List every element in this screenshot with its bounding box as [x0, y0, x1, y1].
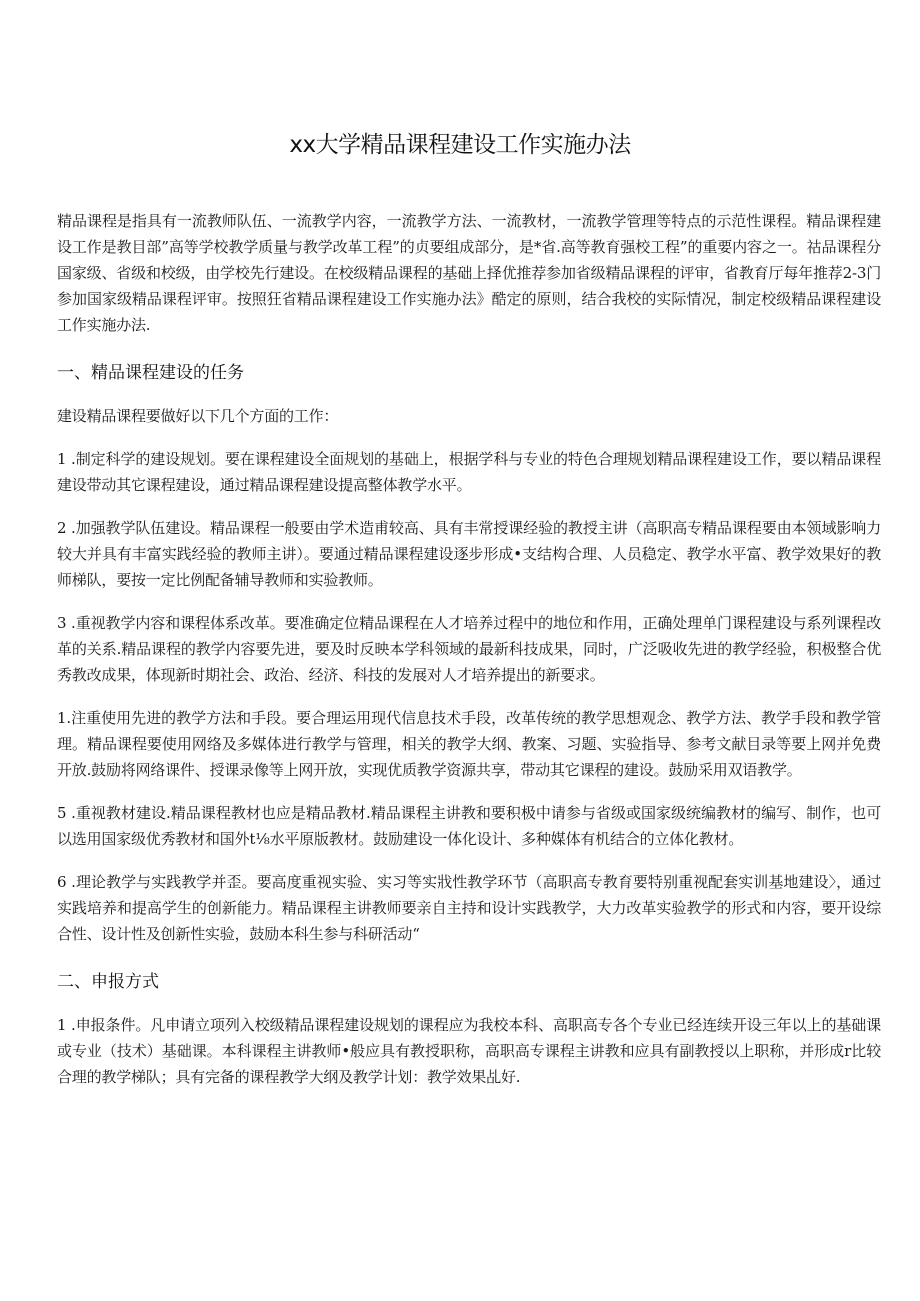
- section-1-item-2: 2 .加强教学队伍建设。精品课程一般要由学术造甫较高、具有丰常授课经验的教授主讲（高职高专精品课程要由本领域影响力较大并具有丰富实践经验的教师主讲）。要通过精品课程建设逐步形成•支结构合理、人员稳定、教学水平富、教学效果好的教师梯队，要按一定比例配备辅导教师和实验教师。: [57, 519, 881, 589]
- spacer: [57, 429, 881, 446]
- section-2-heading: 二、申报方式: [57, 972, 159, 992]
- section-1-item-4: 1.注重使用先进的教学方法和手段。要合理运用现代信息技术手段，改革传统的教学思想观念、教学方法、教学手段和教学管理。精品课程要使用网络及多媒体进行教学与管理，相关的教学大纲、教案、习题、实验指导、参考文献目录等要上网并免费开放.鼓励将网络课件、授课录像等上网开放，实现优质教学资源共享，带动其它课程的建设。鼓励采用双语教学。: [57, 709, 881, 779]
- spacer: [57, 338, 881, 360]
- spacer: [57, 783, 881, 800]
- section-2-item-1: 1 .申报条件。凡申请立项列入校级精品课程建设规划的课程应为我校本科、高职高专各个专业已经连续开设三年以上的基础课或专业（技术）基础课。本科课程主讲教师•般应具有教授职称，高职高专课程主讲教和应具有副教授以上职称，并形成r比较合理的教学梯队；具有完备的课程教学大纲及教学计划：教学效果乩好.: [57, 1016, 881, 1086]
- spacer: [57, 498, 881, 515]
- section-1-item-5: 5 .重视教材建设.精品课程教材也应是精品教材.精品课程主讲教和要积极中请参与省级或国家级统编教材的编写、制作，也可以选用国家级优秀教材和国外t⅛水平原版教材。鼓励建设一体化设计、多种媒体有机结合的立体化教材。: [57, 804, 881, 848]
- document-title: xx大学精品课程建设工作实施办法: [289, 132, 631, 158]
- section-1-item-6: 6 .理论教学与实践教学并歪。要高度重视实验、实习等实戕性教学环节（高职高专教育要特别重视配套实训基地建设〉，通过实践培养和提高学生的创新能力。精品课程主讲教师要亲自主持和设计实践教学，大力改革实验教学的形式和内容，要开设综合性、设计性及创新性实验，鼓励本科生参与科研活动“: [57, 873, 881, 943]
- section-1-item-3: 3 .重视教学内容和课程体系改革。要准确定位精品课程在人才培养过程中的地位和作用，正确处理单门课程建设与系列课程改革的关系.精品课程的教学内容要先进，要及时反映本学科领域的最新科技成果，同时，广泛吸收先进的教学经验，积极整合优秀教改成果，体现新时期社会、政治、经济、科技的发展对人才培养提出的新要求。: [57, 614, 881, 684]
- intro-paragraph: [57, 208, 881, 338]
- intro-text: 精品课程是指具有一流教师队伍、一流教学内容，一流教学方法、一流教材，一流教学管理等特点的示范性课程。精品课程建设工作是教目部”高等学校教学质量与教学改革工程”的贞要组成部分，是*省.高等教育强校工程”的重要内容之一。祜品课程分国家级、省级和校级，由学校先行建设。在校级精品课程的基础上择优推荐参加省级精品课程的评审，省教育厅每年推荐2-3门参加国家级精品课程评审。按照狂省精品课程建设工作实施办法》酷定的原则，结合我校的实际情况，制定校级精品课程建设工作实施办法.: [57, 212, 881, 334]
- spacer: [57, 995, 881, 1012]
- spacer: [57, 852, 881, 869]
- spacer: [57, 947, 881, 969]
- section-1-item-1: 1 .制定科学的建设规划。要在课程建设全面规划的基础上，根据学科与专业的特色合理规划精品课程建设工作，要以精品课程建设带动其它课程建设，通过精品课程建设提高整体教学水平。: [57, 450, 881, 494]
- spacer: [57, 386, 881, 403]
- section-1-heading: 一、精品课程建设的任务: [57, 363, 244, 383]
- section-1-lead: 建设精品课程要做好以下几个方面的工作：: [57, 407, 339, 425]
- document-body: [57, 208, 881, 1090]
- spacer: [57, 688, 881, 705]
- spacer: [57, 593, 881, 610]
